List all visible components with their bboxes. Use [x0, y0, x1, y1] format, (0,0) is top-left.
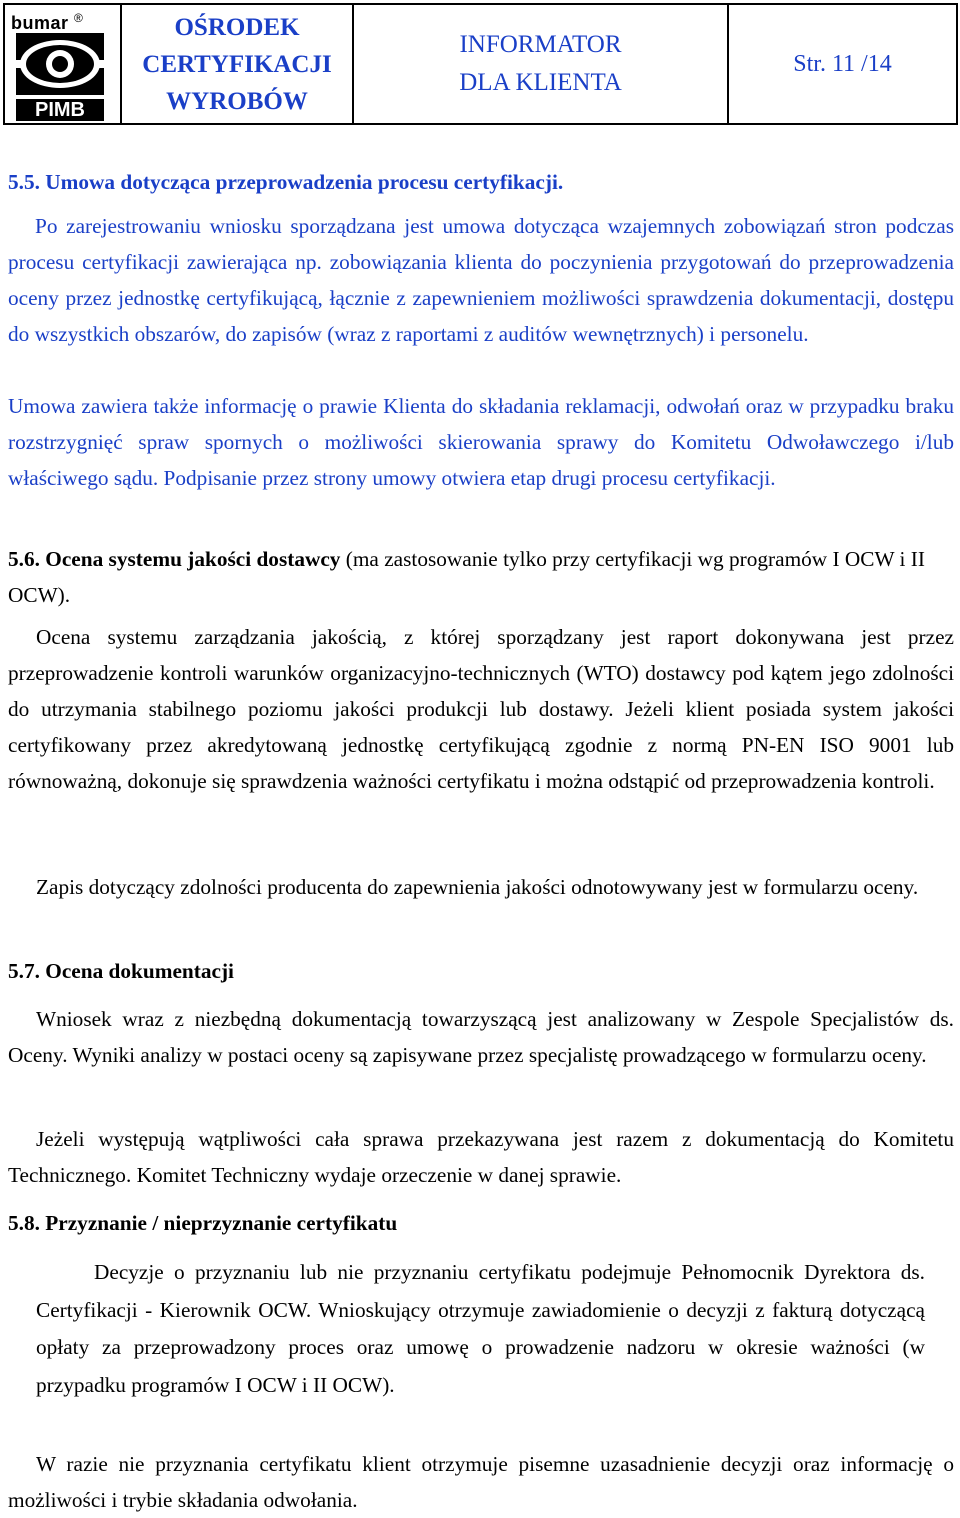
document-title-line2: DLA KLIENTA — [459, 69, 622, 96]
center-name — [122, 5, 354, 123]
eye-icon — [16, 33, 104, 95]
section-5-7-paragraph-2: Jeżeli występują wątpliwości cała sprawa przekazywana jest razem z dokumentacją do Komitetu Technicznego. Komitet Techniczny wydaje orzeczenie w danej sprawie. — [8, 1127, 954, 1187]
logo-pimb-label: PIMB — [16, 99, 104, 121]
section-5-6-paragraph-1: Ocena systemu zarządzania jakością, z której sporządzany jest raport dokonywana jest przez przeprowadzenie kontroli warunków organizacyjno-technicznych (WTO) dostawcy pod kątem jego zdolności do utrzymania stabilnego poziomu jakości produkcji lub dostawy. Jeżeli klient posiada system jakości certyfikowany przez akredytowaną jednostkę certyfikującą zgodnie z normą PN-EN ISO 9001 lub równoważną, dokonuje się sprawdzenia ważności certyfikatu i można odstąpić od przeprowadzenia kontroli. — [8, 625, 954, 793]
section-5-5-paragraph-1: Po zarejestrowaniu wniosku sporządzana jest umowa dotycząca wzajemnych zobowiązań stron podczas procesu certyfikacji zawierająca np. zobowiązania klienta do poczynienia przygotowań do przeprowadzenia oceny przez jednostkę certyfikującą, łącznie z zapewnieniem możliwości sprawdzenia dokumentacji, dostępu do wszystkich obszarów, do zapisów (wraz z raportami z auditów wewnętrznych) i personelu. — [8, 214, 954, 346]
section-5-8-paragraph-2: W razie nie przyznania certyfikatu klient otrzymuje pisemne uzasadnienie decyzji oraz informację o możliwości i trybie składania odwołania. — [8, 1452, 954, 1512]
logo-wordmark: bumar — [11, 13, 69, 33]
center-name-line2: CERTYFIKACJI — [142, 50, 332, 78]
section-5-7-paragraph-1: Wniosek wraz z niezbędną dokumentacją towarzyszącą jest analizowany w Zespole Specjalistów ds. Oceny. Wyniki analizy w postaci oceny są zapisywane przez specjalistę prowadzącego w formularzu oceny. — [8, 1007, 954, 1067]
registered-mark: ® — [74, 11, 84, 25]
bumar-pimb-logo — [5, 5, 122, 123]
document-header — [3, 3, 958, 125]
center-name-line1: OŚRODEK — [174, 13, 300, 41]
section-5-8-paragraph-1: Decyzje o przyznaniu lub nie przyznaniu certyfikatu podejmuje Pełnomocnik Dyrektora ds. Certyfikacji - Kierownik OCW. Wnioskujący otrzymuje zawiadomienie o decyzji z fakturą dotyczącą opłaty za przeprowadzony proces oraz umowę o prowadzenie nadzoru w okresie ważności (w przypadku programów I OCW i II OCW). — [36, 1260, 925, 1397]
section-5-5-heading: 5.5. Umowa dotycząca przeprowadzenia procesu certyfikacji. — [8, 170, 564, 194]
document-title — [354, 5, 729, 123]
document-title-line1: INFORMATOR — [459, 31, 622, 58]
section-5-6-heading-note: (ma zastosowanie tylko przy certyfikacji wg programów I OCW i II OCW). — [8, 547, 925, 607]
page-number-label: Str. 11 /14 — [793, 50, 892, 77]
page-number — [729, 5, 956, 123]
section-5-8-heading: 5.8. Przyznanie / nieprzyznanie certyfikatu — [8, 1211, 398, 1235]
section-5-7-heading: 5.7. Ocena dokumentacji — [8, 959, 234, 983]
section-5-6-heading-title: 5.6. Ocena systemu jakości dostawcy — [8, 547, 341, 571]
section-5-6-heading — [8, 541, 954, 613]
section-5-6-paragraph-2: Zapis dotyczący zdolności producenta do zapewnienia jakości odnotowywany jest w formularzu oceny. — [36, 875, 919, 899]
center-name-line3: WYROBÓW — [166, 87, 308, 115]
section-5-5-paragraph-2: Umowa zawiera także informację o prawie Klienta do składania reklamacji, odwołań oraz w przypadku braku rozstrzygnięć spraw spornych o możliwości skierowania sprawy do Komitetu Odwoławczego i/lub właściwego sądu. Podpisanie przez strony umowy otwiera etap drugi procesu certyfikacji. — [8, 394, 954, 490]
